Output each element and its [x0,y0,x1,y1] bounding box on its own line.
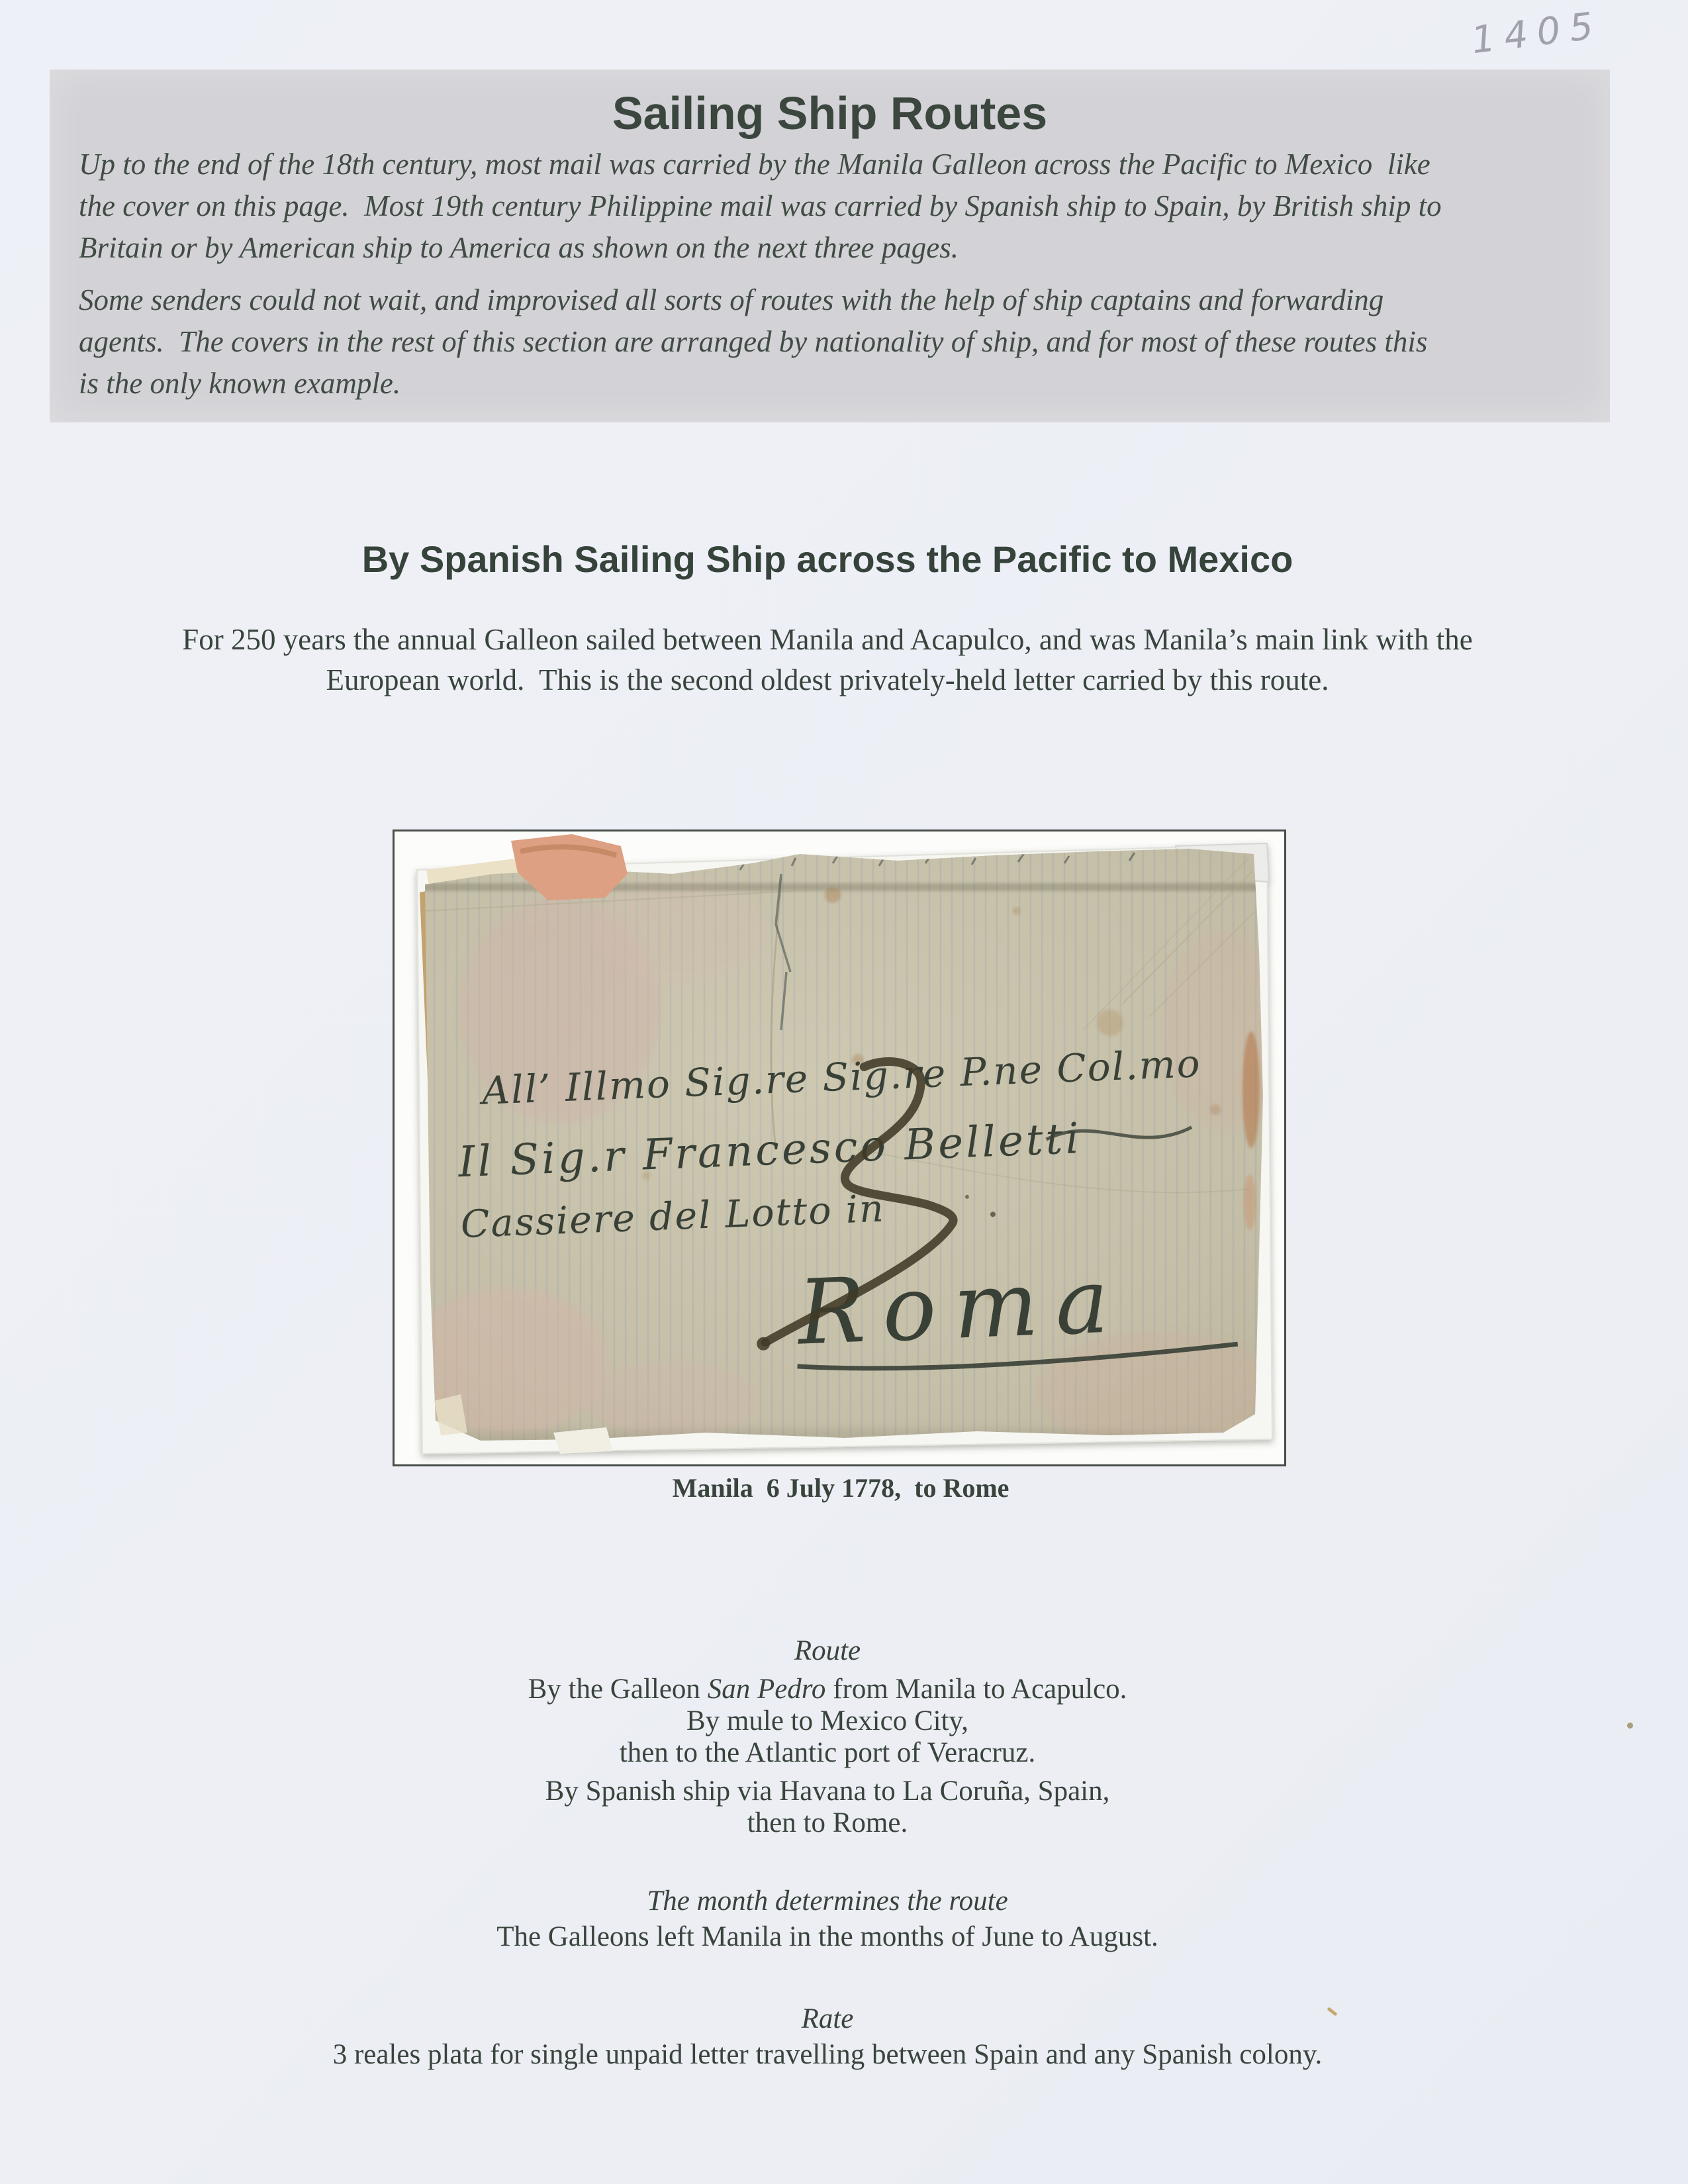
paragraph-line: Britain or by American ship to America as shown on the next three pages. [79,231,959,264]
route-line: then to the Atlantic port of Veracruz. [619,1737,1036,1768]
section-heading: By Spanish Sailing Ship across the Pacific to Mexico [361,538,1293,580]
route-line-part: from Manila to Acapulco. [825,1674,1127,1705]
cover-frame [393,830,1286,1466]
paragraph-line: is the only known example. [79,367,401,400]
route-line: By Spanish ship via Havana to La Coruña, Spain, [545,1776,1110,1807]
route-line [0,1674,1655,1705]
section-intro-line: European world. This is the second oldest privately-held letter carried by this route. [326,663,1329,696]
section-intro-line: For 250 years the annual Galleon sailed between Manila and Acapulco, and was Manila’s main link with the [182,623,1473,656]
address-line-2: Il Sig.r Francesco Belletti [457,1114,1083,1188]
month-section [0,1885,1655,1953]
intro-paragraph-1 [79,144,1590,269]
paragraph-line: Some senders could not wait, and improvised all sorts of routes with the help of ship captains and forwarding [79,283,1384,316]
route-heading: Route [794,1635,861,1666]
address-line-3: Cassiere del Lotto in [459,1186,886,1247]
paragraph-line: the cover on this page. Most 19th century Philippine mail was carried by Spanish ship to Spain, by British ship to [79,189,1442,222]
route-line: By mule to Mexico City, [686,1705,968,1736]
paragraph-line: Up to the end of the 18th century, most mail was carried by the Manila Galleon across the Pacific to Mexico like [79,148,1430,181]
rate-section [0,2003,1655,2071]
address-line-roma: Roma [796,1248,1128,1365]
header-box [50,70,1610,422]
intro-paragraph-2 [79,279,1590,404]
month-body: The Galleons left Manila in the months of June to August. [496,1921,1158,1952]
paragraph-line: agents. The covers in the rest of this section are arranged by nationality of ship, and for most of these routes this [79,325,1428,358]
rate-body: 3 reales plata for single unpaid letter travelling between Spain and any Spanish colony. [332,2039,1323,2070]
route-line: then to Rome. [747,1807,908,1838]
month-heading: The month determines the route [647,1885,1008,1917]
route-line-part: By the Galleon [528,1674,708,1705]
section-intro [0,620,1655,700]
paper-speck [1627,1723,1633,1729]
address-line-1: All’ Illmo Sig.re Sig.re P.ne Col.mo [481,1041,1202,1114]
cover-caption: Manila 6 July 1778, to Rome [672,1473,1009,1503]
page-title: Sailing Ship Routes [612,87,1048,139]
ship-name: San Pedro [707,1674,826,1705]
pencil-inventory-number: 1405 [1469,3,1605,63]
route-block [0,1635,1655,1839]
cover-scan [395,831,1284,1464]
rate-heading: Rate [801,2003,854,2034]
